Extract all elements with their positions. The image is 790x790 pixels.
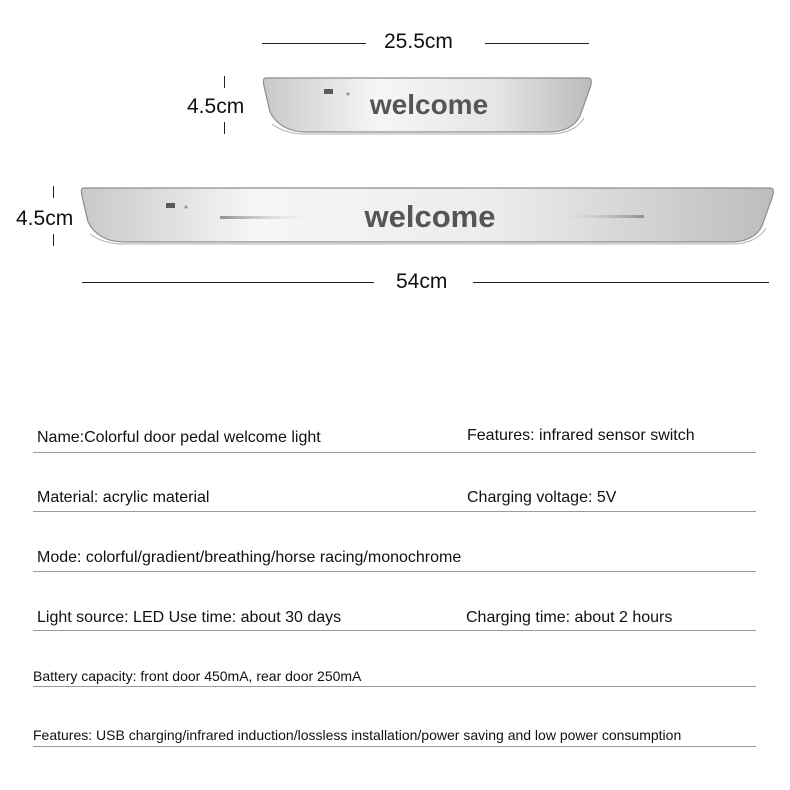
spec-battery: Battery capacity: front door 450mA, rear door 250mA	[33, 668, 362, 684]
long-pedal-light-bar-right	[532, 215, 644, 218]
short-pedal-welcome-text: welcome	[369, 89, 489, 120]
long-height-label: 4.5cm	[16, 207, 74, 230]
spec-charging-voltage: Charging voltage: 5V	[467, 489, 617, 506]
long-width-line-right	[473, 282, 769, 283]
spec-charging-time: Charging time: about 2 hours	[466, 609, 673, 626]
short-height-tick-top	[224, 76, 225, 88]
short-width-line-left	[262, 43, 366, 44]
divider-5	[33, 686, 756, 687]
divider-2	[33, 511, 756, 512]
divider-1	[33, 452, 756, 453]
divider-4	[33, 630, 756, 631]
short-height-tick-bottom	[224, 122, 225, 134]
long-width-label: 54cm	[396, 270, 448, 293]
long-height-tick-top	[53, 186, 54, 198]
long-pedal-sensor-icon	[166, 203, 175, 208]
spec-name: Name:Colorful door pedal welcome light	[37, 429, 321, 446]
spec-material: Material: acrylic material	[37, 489, 210, 506]
spec-features-usb: Features: USB charging/infrared induction/lossless installation/power saving and low power consumption	[33, 727, 682, 743]
long-pedal-welcome-text: welcome	[364, 199, 496, 234]
divider-3	[33, 571, 756, 572]
short-width-line-right	[485, 43, 589, 44]
divider-6	[33, 746, 756, 747]
long-pedal	[80, 182, 776, 248]
short-height-label: 4.5cm	[187, 95, 245, 118]
short-pedal-sensor-icon	[324, 89, 333, 94]
spec-features-sensor: Features: infrared sensor switch	[467, 427, 695, 444]
long-height-tick-bottom	[53, 234, 54, 246]
long-width-line-left	[82, 282, 374, 283]
long-pedal-light-bar-left	[220, 216, 328, 219]
short-pedal	[262, 72, 594, 138]
spec-mode: Mode: colorful/gradient/breathing/horse racing/monochrome	[37, 549, 462, 566]
short-width-label: 25.5cm	[384, 30, 453, 53]
spec-light-source: Light source: LED Use time: about 30 days	[37, 609, 342, 626]
